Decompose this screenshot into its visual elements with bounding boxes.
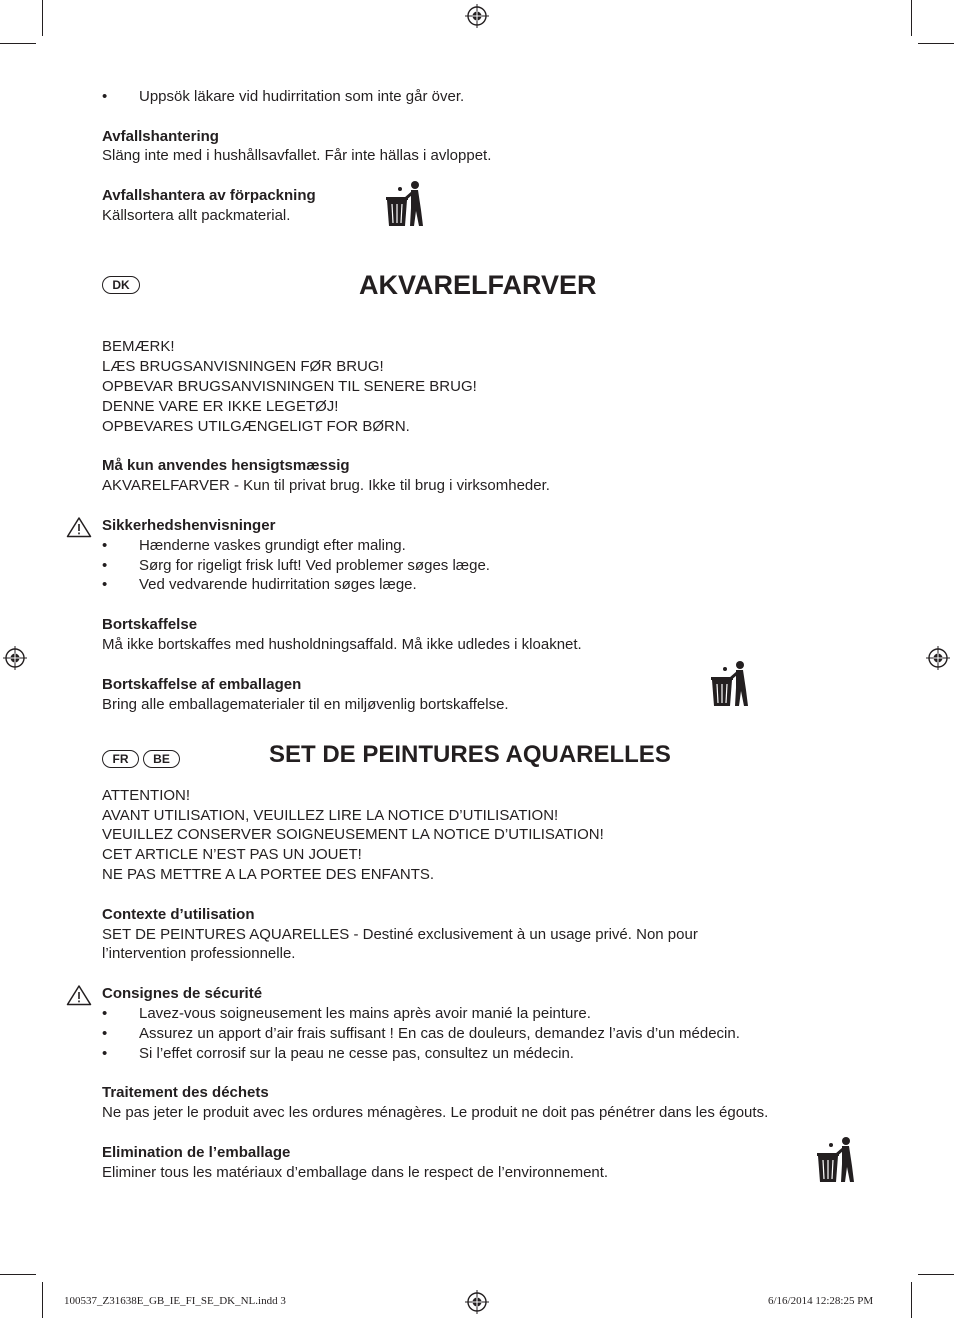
list-item: Uppsök läkare vid hudirritation som inte går över. <box>139 88 465 105</box>
paragraph: Källsortera allt packmaterial. <box>102 207 291 224</box>
warning-triangle-icon <box>66 516 92 538</box>
paragraph: Bring alle emballagematerialer til en miljøvenlig bortskaffelse. <box>102 696 509 713</box>
notice-line: DENNE VARE ER IKKE LEGETØJ! <box>102 398 339 415</box>
list-item: Si l’effet corrosif sur la peau ne cesse pas, consultez un médecin. <box>139 1045 574 1062</box>
paragraph: AKVARELFARVER - Kun til privat brug. Ikke til brug i virksomheder. <box>102 477 550 494</box>
crop-mark <box>911 0 912 36</box>
crop-mark <box>42 1282 43 1318</box>
trash-bin-person-icon <box>816 1136 856 1184</box>
notice-line: AVANT UTILISATION, VEUILLEZ LIRE LA NOTICE D’UTILISATION! <box>102 807 559 824</box>
trash-bin-person-icon <box>385 180 425 228</box>
bullet-marker: • <box>102 537 108 554</box>
warning-triangle-icon <box>66 984 92 1006</box>
list-item: Lavez-vous soigneusement les mains après avoir manié la peinture. <box>139 1005 591 1022</box>
crop-mark <box>42 0 43 36</box>
section-heading: Sikkerhedshenvisninger <box>102 517 276 534</box>
paragraph: Må ikke bortskaffes med husholdningsaffald. Må ikke udledes i kloaknet. <box>102 636 582 653</box>
notice-line: LÆS BRUGSANVISNINGEN FØR BRUG! <box>102 358 384 375</box>
country-badge-fr: FR <box>102 750 139 768</box>
section-heading: Bortskaffelse <box>102 616 198 633</box>
section-heading: Avfallshantering <box>102 128 219 145</box>
bullet-marker: • <box>102 1045 108 1062</box>
list-item: Sørg for rigeligt frisk luft! Ved problemer søges læge. <box>139 557 490 574</box>
section-heading: Traitement des déchets <box>102 1084 269 1101</box>
notice-line: OPBEVAR BRUGSANVISNINGEN TIL SENERE BRUG! <box>102 378 477 395</box>
section-heading: Elimination de l’emballage <box>102 1144 291 1161</box>
crop-mark <box>911 1282 912 1318</box>
section-title: SET DE PEINTURES AQUARELLES <box>269 741 671 768</box>
notice-line: NE PAS METTRE A LA PORTEE DES ENFANTS. <box>102 866 435 883</box>
crop-mark <box>918 1274 954 1275</box>
section-heading: Bortskaffelse af emballagen <box>102 676 302 693</box>
footer-filename: 100537_Z31638E_GB_IE_FI_SE_DK_NL.indd 3 <box>64 1295 286 1307</box>
bullet-marker: • <box>102 576 108 593</box>
section-heading: Avfallshantera av förpackning <box>102 187 316 204</box>
notice-line: ATTENTION! <box>102 787 191 804</box>
bullet-marker: • <box>102 1005 108 1022</box>
registration-mark-icon <box>465 1290 489 1314</box>
list-item: Hænderne vaskes grundigt efter maling. <box>139 537 406 554</box>
section-heading: Må kun anvendes hensigtsmæssig <box>102 457 350 474</box>
trash-bin-person-icon <box>710 660 750 708</box>
paragraph: Eliminer tous les matériaux d’emballage dans le respect de l’environnement. <box>102 1164 609 1181</box>
crop-mark <box>0 1274 36 1275</box>
notice-line: CET ARTICLE N’EST PAS UN JOUET! <box>102 846 362 863</box>
registration-mark-icon <box>3 646 27 670</box>
paragraph: SET DE PEINTURES AQUARELLES - Destiné exclusivement à un usage privé. Non pour <box>102 926 698 943</box>
section-heading: Contexte d’utilisation <box>102 906 255 923</box>
section-title: AKVARELFARVER <box>359 270 597 300</box>
notice-line: VEUILLEZ CONSERVER SOIGNEUSEMENT LA NOTICE D’UTILISATION! <box>102 826 604 843</box>
country-badge-be: BE <box>143 750 180 768</box>
paragraph: Ne pas jeter le produit avec les ordures ménagères. Le produit ne doit pas pénétrer dans les égouts. <box>102 1104 769 1121</box>
notice-line: BEMÆRK! <box>102 338 175 355</box>
bullet-marker: • <box>102 557 108 574</box>
bullet-marker: • <box>102 88 108 105</box>
bullet-marker: • <box>102 1025 108 1042</box>
section-heading: Consignes de sécurité <box>102 985 263 1002</box>
paragraph: l’intervention professionnelle. <box>102 945 296 962</box>
paragraph: Släng inte med i hushållsavfallet. Får inte hällas i avloppet. <box>102 147 492 164</box>
footer-timestamp: 6/16/2014 12:28:25 PM <box>768 1295 874 1307</box>
registration-mark-icon <box>465 4 489 28</box>
list-item: Ved vedvarende hudirritation søges læge. <box>139 576 417 593</box>
crop-mark <box>0 43 36 44</box>
notice-line: OPBEVARES UTILGÆNGELIGT FOR BØRN. <box>102 418 410 435</box>
crop-mark <box>918 43 954 44</box>
country-badge-dk: DK <box>102 276 140 294</box>
registration-mark-icon <box>926 646 950 670</box>
list-item: Assurez un apport d’air frais suffisant ! En cas de douleurs, demandez l’avis d’un médecin. <box>139 1025 740 1042</box>
